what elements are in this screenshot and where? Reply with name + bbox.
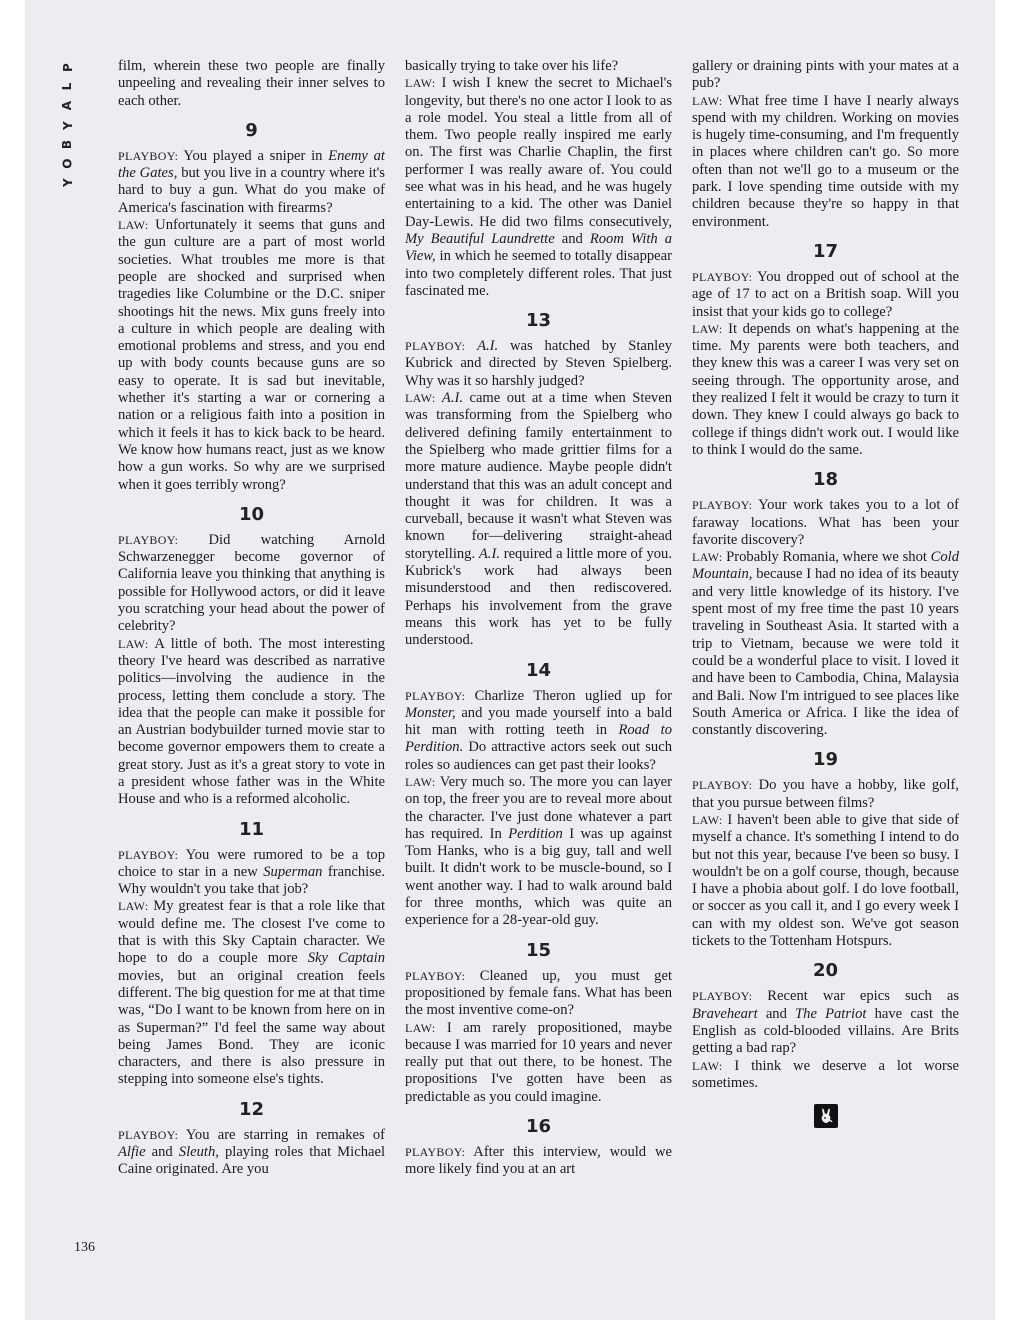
qa-paragraph	[692, 497, 959, 549]
italic-title-text: Monster,	[405, 704, 456, 721]
body-text: and	[757, 1005, 796, 1022]
question-number-heading: 11	[238, 818, 265, 840]
question-number-heading: 16	[525, 1116, 552, 1138]
body-text: A little of both. The most interesting theory I've heard was described as narrative politics—involving the audience in the process, letting them conclude a story. The idea that the people can make it possible for an Austrian bodybuilder turned movie star to become governor empowers them to create a great story. Just as it's a great story to vote in a president whose father was in the White House and who is a reformed alcoholic.	[118, 635, 385, 808]
body-text: and	[554, 230, 590, 247]
italic-title-text: A.I.	[441, 390, 463, 407]
speaker-label: PLAYBOY:	[118, 1127, 179, 1142]
body-text: You dropped out of school at the age of 17 to act on a British soap. Will you insist that your kids go to college?	[692, 268, 959, 320]
qa-paragraph	[118, 898, 385, 1088]
text-column-2	[405, 58, 672, 1179]
speaker-label: LAW:	[118, 636, 149, 651]
qa-paragraph	[405, 1144, 672, 1179]
body-text: Do you have a hobby, like golf, that you pursue between films?	[692, 777, 959, 811]
qa-paragraph	[692, 321, 959, 459]
body-text: have cast the English as cold-blooded villains. Are Brits getting a bad rap?	[692, 1005, 959, 1057]
text-column-3	[692, 58, 959, 1128]
qa-paragraph	[118, 217, 385, 494]
speaker-label: PLAYBOY:	[692, 498, 753, 513]
speaker-label: PLAYBOY:	[692, 269, 753, 284]
body-text: Charlize Theron uglied up for	[465, 687, 672, 704]
masthead-letter: A	[60, 101, 75, 111]
body-text: I haven't been able to give that side of myself a chance. It's something I intend to do but not this year, because I've been so busy. I wouldn't be on a golf course, though, because I have a phobia about golf. I do love football, or soccer as you call it, and I go every week I can with my oldest son. We've got season tickets to the Tottenham Hotspurs.	[692, 811, 959, 950]
qa-paragraph	[405, 338, 672, 390]
question-number-heading: 14	[525, 659, 552, 681]
question-number-heading: 17	[812, 240, 839, 262]
question-number-heading: 18	[812, 469, 839, 491]
body-text: Did watching Arnold Schwarzenegger become governor of California leave you thinking that anything is possible for Hollywood actors, or did it leave you scratching your head about the power of celebrity?	[118, 531, 385, 635]
italic-title-text: Sky Captain	[307, 950, 385, 967]
qa-paragraph	[118, 847, 385, 899]
question-number-heading: 9	[245, 119, 258, 141]
text-column-1	[118, 58, 385, 1179]
body-text: and you made yourself into a bald hit man with rotting teeth in	[405, 704, 672, 739]
speaker-label: LAW:	[405, 1020, 436, 1035]
bunny-head-glyph	[817, 1107, 835, 1125]
body-text: in which he seemed to totally disappear into two completely different roles. That just fascinated me.	[405, 248, 672, 299]
body-text: Do attractive actors seek out such roles so audiences can get past their looks?	[405, 739, 672, 773]
body-text: Unfortunately it seems that guns and the gun culture are a part of most world societies. What troubles me more is that people are shocked and surprised when tragedies like Columbine or the D.C. sniper shootings hit the news. Mix guns freely into a culture in which people are dealing with emotional problems and stress, and you end up with body counts because guns are so easy to operate. It is sad but inevitable, whether it's starting a war or cornering a nation or a religious faith into a position in which it feels it has to kick back to be heard. We know how humans react, just as we know how a gun works. So why are we surprised when it goes terribly wrong?	[118, 217, 385, 493]
italic-title-text: Perdition	[508, 825, 563, 842]
qa-paragraph	[405, 688, 672, 774]
speaker-label: PLAYBOY:	[405, 339, 466, 354]
italic-title-text: Enemy at the Gates,	[118, 147, 385, 182]
speaker-label: LAW:	[118, 899, 149, 914]
italic-title-text: My Beautiful Laundrette	[405, 230, 555, 247]
italic-title-text: Road to Perdition.	[405, 722, 672, 756]
question-number-heading: 15	[525, 939, 552, 961]
speaker-label: LAW:	[405, 391, 436, 406]
qa-paragraph	[405, 390, 672, 649]
body-text: playing roles that Michael Caine originated. Are you	[118, 1144, 385, 1178]
question-number-heading: 13	[525, 310, 552, 332]
italic-title-text: Alfie	[118, 1144, 146, 1161]
body-text: was hatched by Stanley Kubrick and directed by Steven Spielberg. Why was it so harshly judged?	[405, 338, 672, 389]
masthead-letter: O	[60, 158, 75, 169]
body-text: movies, but an original creation feels different. The big question for me at that time was, “Do I want to be known from here on in as Superman?” I'd feel the same way about being James Bond. They are iconic characters, and there is also pressure in stepping into someone else's tights.	[118, 967, 385, 1088]
speaker-label: LAW:	[692, 550, 723, 565]
masthead-letter: Y	[60, 120, 75, 130]
body-text: required a little more of you. Kubrick's work had always been misunderstood and then rediscovered. Perhaps his involvement from the grave means this work has yet to be fully understood.	[405, 545, 673, 649]
body-text: gallery or draining pints with your mates at a pub?	[692, 58, 959, 92]
qa-paragraph	[405, 968, 672, 1020]
qa-paragraph	[692, 777, 959, 812]
body-text: basically trying to take over his life?	[405, 58, 619, 74]
masthead-letter: B	[60, 139, 75, 149]
qa-paragraph	[118, 148, 385, 217]
italic-title-text: Room With a View,	[405, 230, 673, 265]
masthead-letter: P	[60, 63, 75, 72]
body-text: because I had no idea of its beauty and very little knowledge of its history. I've spent most of my free time the past 10 years traveling in Southeast Asia. It started with a trip to Vietnam, because we were told it could be a wonderful place to visit. I loved it and have been to Cambodia, China, Malaysia and Bali. Now I'm intrigued to see places like South America or Africa. I like the idea of constantly discovering.	[692, 566, 959, 739]
qa-paragraph	[118, 1127, 385, 1179]
body-text: franchise. Why wouldn't you take that job?	[118, 863, 385, 898]
qa-paragraph	[692, 549, 959, 739]
masthead-playboy	[58, 58, 78, 192]
question-number-heading: 20	[812, 960, 839, 982]
masthead-letter: Y	[60, 178, 75, 188]
qa-paragraph	[692, 93, 959, 231]
body-text: I think we deserve a lot worse sometimes.	[692, 1057, 959, 1091]
page-number: 136	[74, 1240, 95, 1255]
speaker-label: PLAYBOY:	[405, 1145, 466, 1160]
continued-paragraph	[405, 58, 672, 75]
body-text: but you live in a country where it's hard to buy a gun. What do you make of America's fascination with firearms?	[118, 165, 385, 216]
qa-paragraph	[692, 269, 959, 321]
body-text: You are starring in remakes of	[178, 1126, 385, 1143]
speaker-label: PLAYBOY:	[118, 148, 179, 163]
question-number-heading: 12	[238, 1098, 265, 1120]
body-text: I wish I knew the secret to Michael's longevity, but there's no one actor I look to as a role model. You steal a little from all of them. Two people really inspired me early on. The first was Charlie Chaplin, the first performer I was really aware of. You could see what was in his head, and he was hugely entertaining to a kid. The other was Daniel Day-Lewis. He did two films consecutively,	[405, 75, 672, 230]
body-text: I am rarely propositioned, maybe because I was married for 10 years and never really put that out there, to be honest. The propositions I've gotten have been as predictable as you could imagine.	[405, 1019, 672, 1105]
body-text: Recent war epics such as	[752, 988, 959, 1005]
body-text: You played a sniper in	[178, 147, 329, 164]
masthead-letter: L	[60, 82, 75, 91]
qa-paragraph	[405, 774, 672, 930]
body-text: Your work takes you to a lot of faraway locations. What has been your favorite discovery?	[692, 497, 959, 548]
body-text: It depends on what's happening at the time. My parents were both teachers, and they knew this was a career I was very set on seeing through. The opportunity arose, and they realized I felt it would be crazy to turn it down. They knew I could always go back to college if things didn't work out. I would like to think I would do the same.	[692, 320, 959, 458]
qa-paragraph	[692, 812, 959, 950]
qa-paragraph	[118, 636, 385, 809]
speaker-label: PLAYBOY:	[405, 968, 466, 983]
italic-title-text: Superman	[263, 863, 323, 880]
speaker-label: LAW:	[692, 93, 723, 108]
speaker-label: LAW:	[692, 812, 723, 827]
continued-paragraph	[692, 58, 959, 93]
speaker-label: LAW:	[692, 1058, 723, 1073]
body-text: came out at a time when Steven was transforming from the Spielberg who delivered defining family entertainment to the Spielberg who made grittier films for a more mature audience. Maybe people didn't understand that this was an adult concept and thought it was for children. It was a curveball, because it wasn't what Steven was known for—delivering straight-ahead storytelling.	[405, 390, 672, 562]
italic-title-text: Braveheart	[692, 1005, 758, 1022]
italic-title-text: A.I.	[478, 545, 500, 562]
playboy-bunny-icon	[814, 1104, 838, 1128]
qa-paragraph	[692, 1058, 959, 1093]
body-text: You were rumored to be a top choice to star in a new	[118, 846, 385, 880]
italic-title-text: The Patriot	[795, 1005, 867, 1022]
qa-paragraph	[405, 75, 672, 300]
speaker-label: LAW:	[118, 218, 149, 233]
italic-title-text: Sleuth,	[178, 1144, 219, 1161]
speaker-label: PLAYBOY:	[692, 778, 753, 793]
speaker-label: LAW:	[405, 774, 436, 789]
speaker-label: PLAYBOY:	[118, 847, 179, 862]
question-number-heading: 19	[812, 749, 839, 771]
body-text: film, wherein these two people are finally unpeeling and revealing their inner selves to each other.	[118, 58, 385, 109]
body-text: Very much so. The more you can layer on top, the freer you are to reveal more about the character. I've just done whatever a part has required. In	[405, 773, 672, 842]
body-text: I was up against Tom Hanks, who is a big guy, tall and well built. It didn't work to be muscle-bound, so I went another way. I had to walk around bald for three months, which was quite an experience for a 28-year-old guy.	[405, 825, 672, 929]
speaker-label: LAW:	[405, 76, 436, 91]
speaker-label: PLAYBOY:	[692, 989, 753, 1004]
speaker-label: LAW:	[692, 321, 723, 336]
body-text: Probably Romania, where we shot	[722, 549, 931, 566]
qa-paragraph	[118, 532, 385, 636]
qa-paragraph	[405, 1020, 672, 1106]
speaker-label: PLAYBOY:	[118, 532, 179, 547]
body-text: My greatest fear is that a role like that would define me. The closest I've come to that is with this Sky Captain character. We hope to do a couple more	[118, 898, 385, 967]
qa-paragraph	[692, 988, 959, 1057]
body-text: After this interview, would we more likely find you at an art	[405, 1144, 672, 1178]
speaker-label: PLAYBOY:	[405, 688, 466, 703]
body-text	[465, 338, 477, 354]
magazine-page	[25, 0, 995, 1320]
body-text: What free time I have I nearly always spend with my children. Working on movies is hugely time-consuming, and I'm frequently in places where children can't go. So more often than not we'll go to a museum or the park. I love spending time outside with my children because they're so happy in that environment.	[692, 92, 959, 230]
continued-paragraph	[118, 58, 385, 110]
italic-title-text: A.I.	[477, 338, 499, 355]
body-text: and	[145, 1144, 179, 1161]
italic-title-text: Cold Mountain,	[692, 549, 959, 583]
question-number-heading: 10	[238, 503, 265, 525]
body-text: Cleaned up, you must get propositioned by female fans. What has been the most inventive come-on?	[405, 967, 672, 1019]
